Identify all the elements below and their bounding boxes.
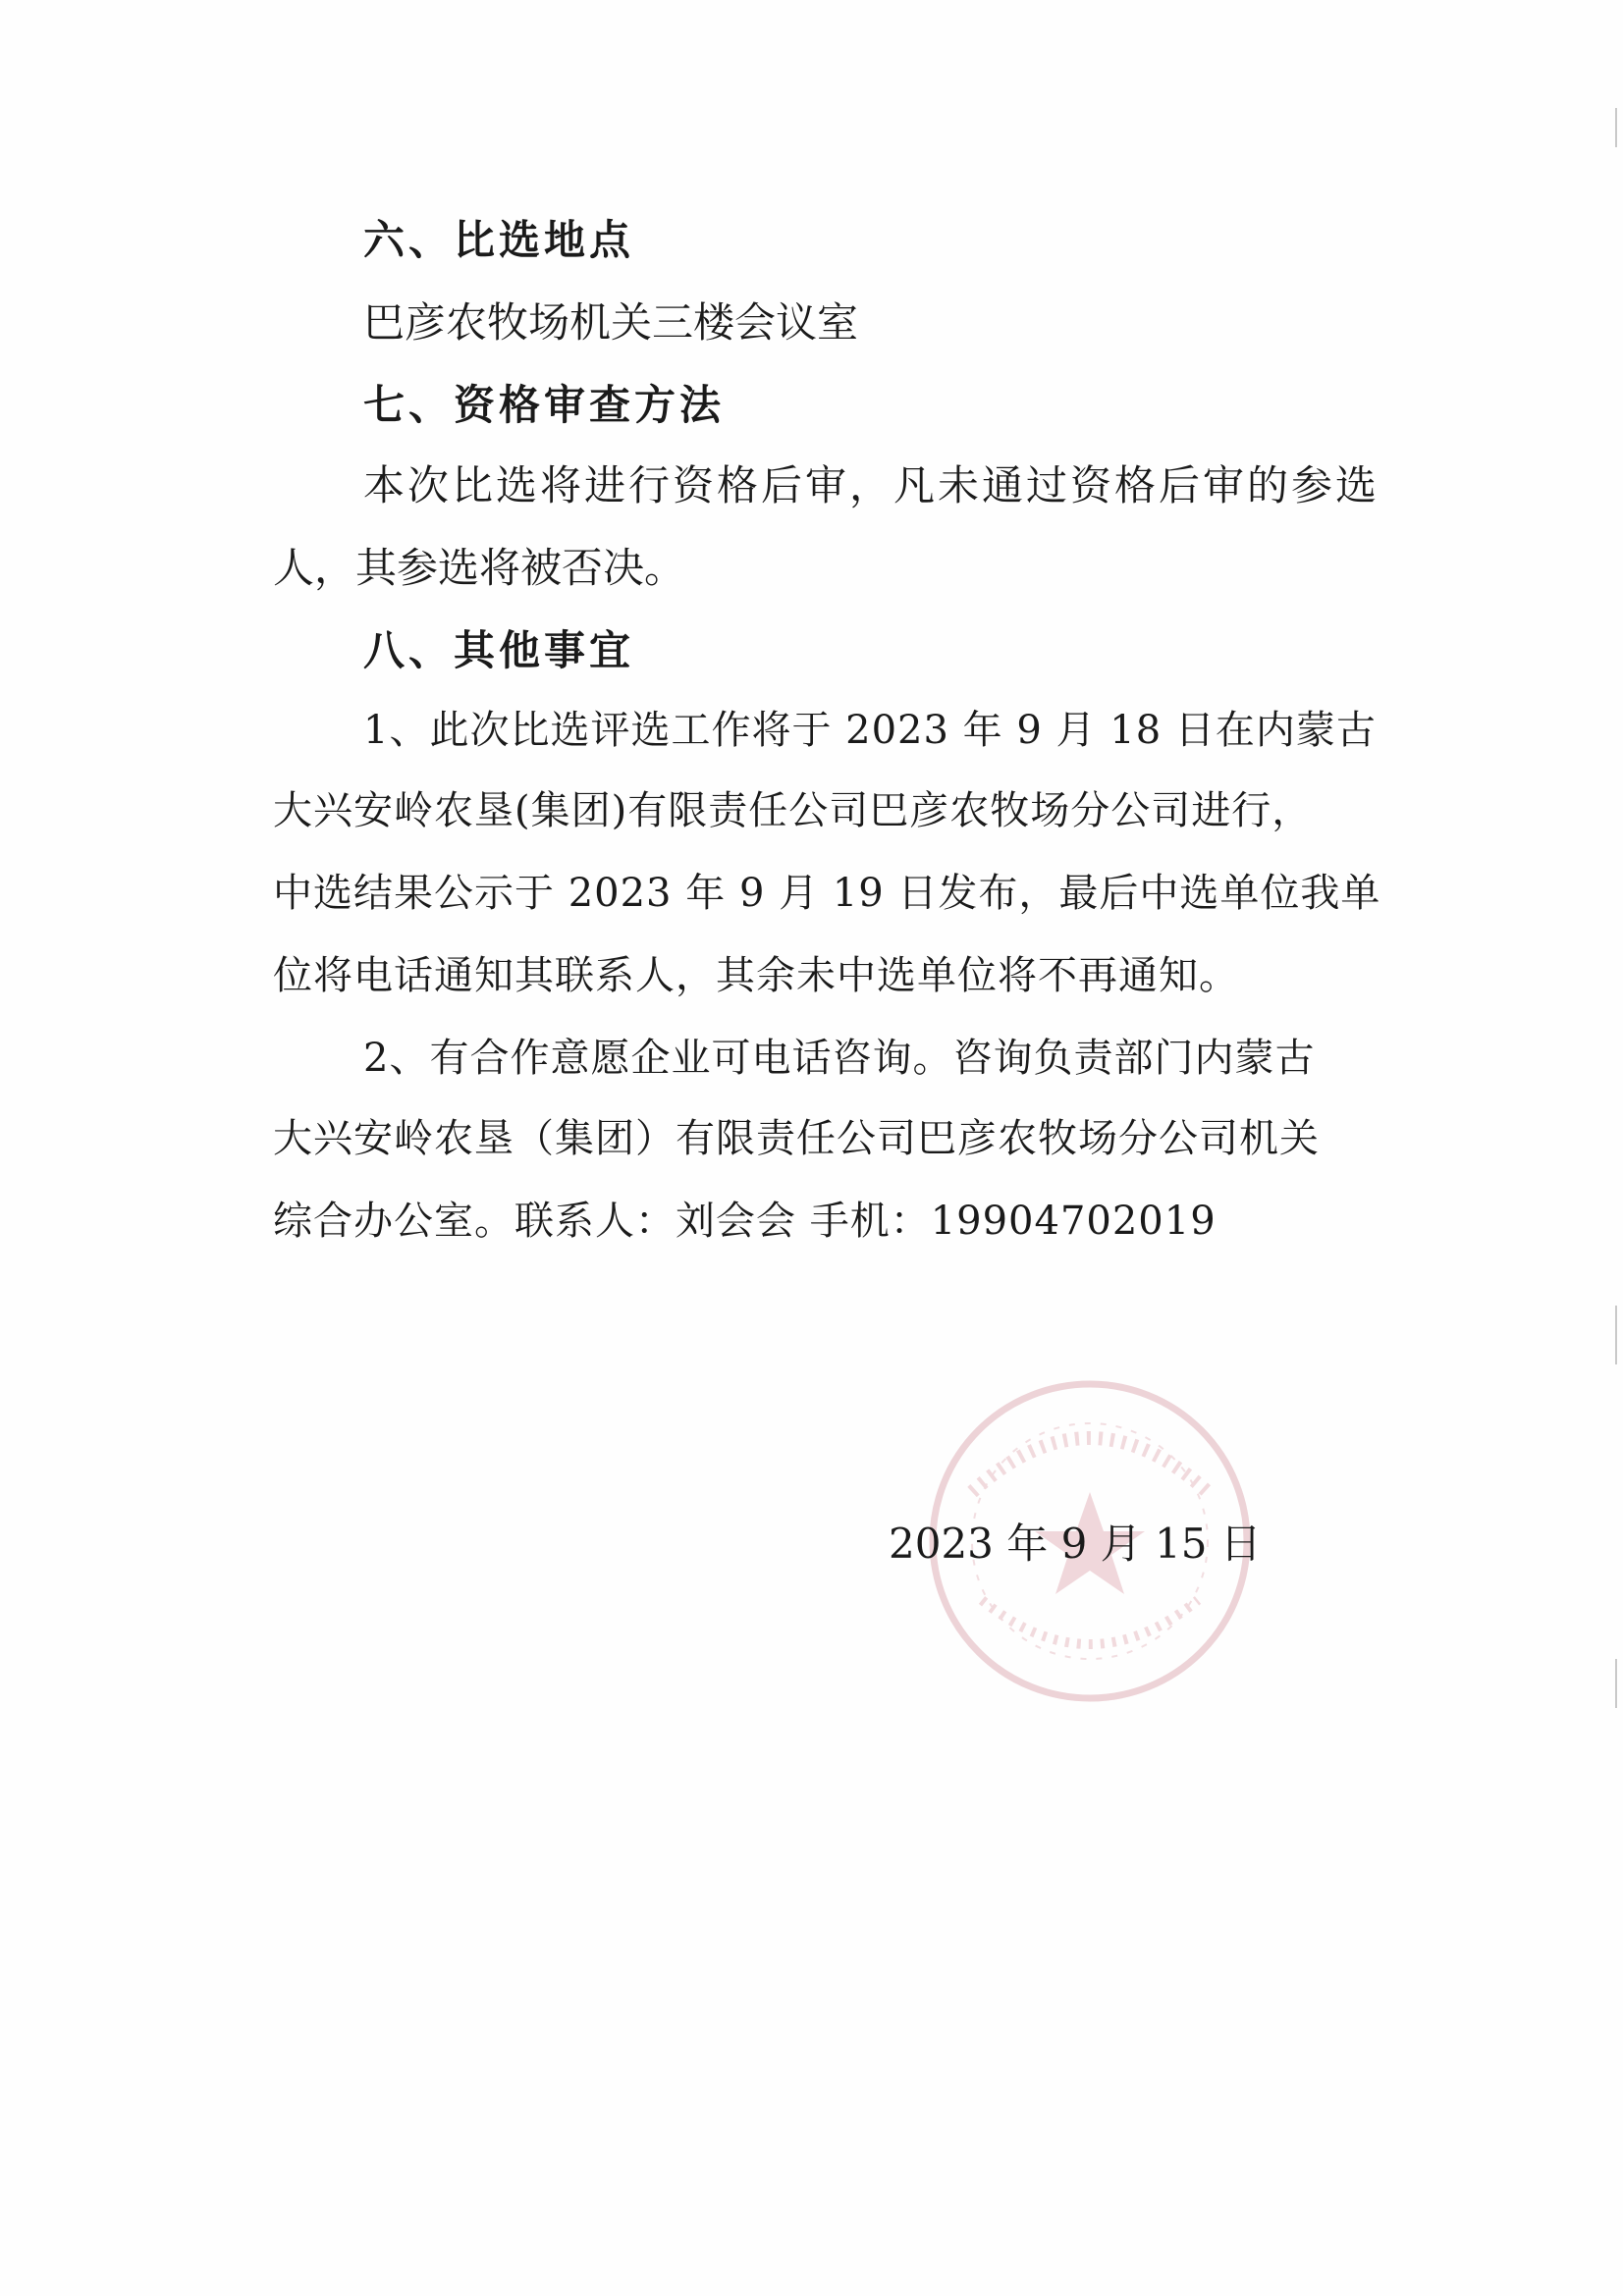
- section-six-body: 巴彦农牧场机关三楼会议室: [363, 298, 859, 347]
- section-seven-body-line-2: 人，其参选将被否决。: [273, 544, 686, 592]
- item-two-line-3: 综合办公室。联系人：刘会会 手机：19904702019: [273, 1199, 1217, 1244]
- signature-date: 2023 年 9 月 15 日: [889, 1520, 1262, 1568]
- item-one-line-3: 中选结果公示于 2023 年 9 月 19 日发布，最后中选单位我单: [273, 871, 1381, 916]
- item-two-line-2: 大兴安岭农垦（集团）有限责任公司巴彦农牧场分公司机关: [273, 1116, 1320, 1161]
- item-one-line-1: 1、此次比选评选工作将于 2023 年 9 月 18 日在内蒙古: [363, 708, 1377, 753]
- scan-edge-mark: [1615, 1659, 1617, 1708]
- section-six-heading: 六、比选地点: [363, 216, 635, 264]
- scan-edge-mark: [1615, 1306, 1617, 1364]
- item-one-line-4: 位将电话通知其联系人，其余未中选单位将不再通知。: [273, 953, 1239, 998]
- item-one-line-2: 大兴安岭农垦(集团)有限责任公司巴彦农牧场分公司进行，: [273, 788, 1313, 833]
- item-two-line-1: 2、有合作意愿企业可电话咨询。咨询负责部门内蒙古: [363, 1036, 1316, 1081]
- section-seven-heading: 七、资格审查方法: [363, 381, 726, 429]
- scan-edge-mark: [1615, 108, 1617, 147]
- section-eight-heading: 八、其他事宜: [363, 626, 635, 674]
- section-seven-body-line-1: 本次比选将进行资格后审，凡未通过资格后审的参选: [363, 461, 1380, 509]
